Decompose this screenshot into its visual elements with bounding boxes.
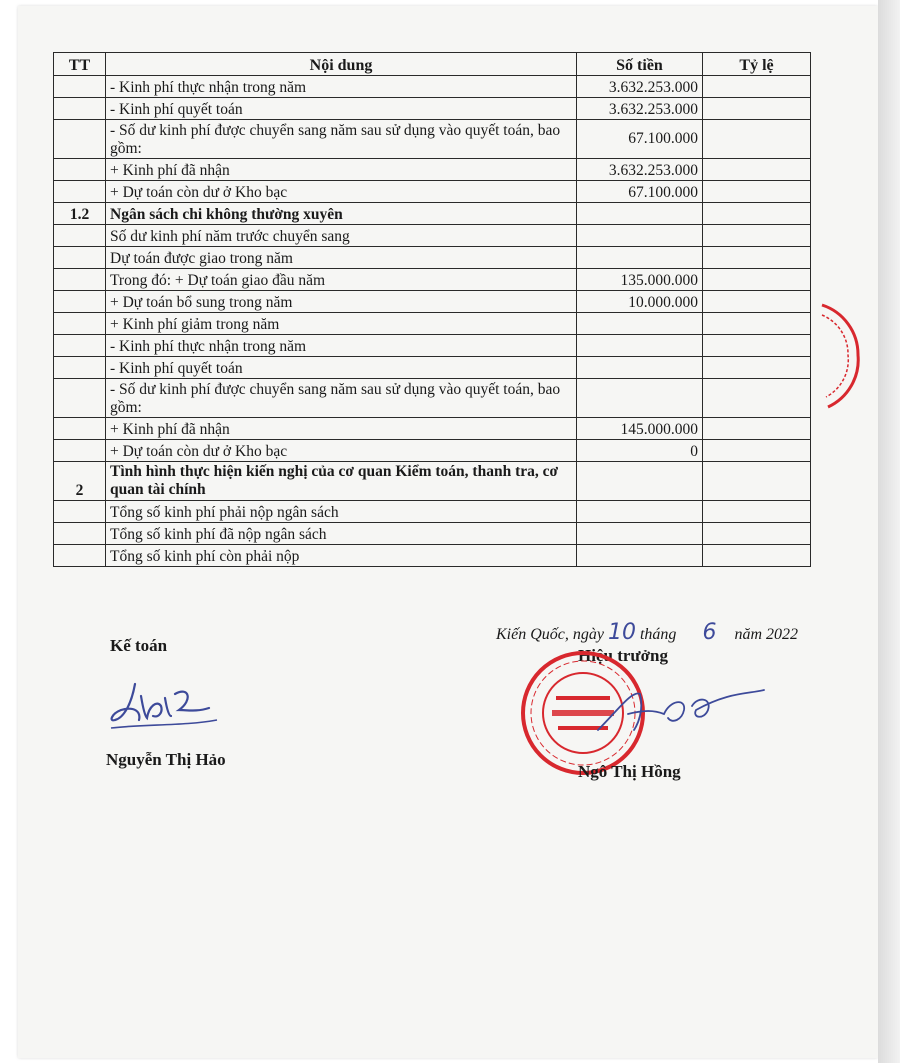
row-ratio [703, 545, 811, 567]
row-tt [54, 291, 106, 313]
row-amount: 3.632.253.000 [577, 98, 703, 120]
row-tt [54, 76, 106, 98]
row-amount [577, 247, 703, 269]
row-amount [577, 501, 703, 523]
row-amount [577, 462, 703, 501]
accountant-signature-image [105, 676, 225, 736]
report-table [53, 52, 811, 567]
row-amount: 67.100.000 [577, 120, 703, 159]
table-row [54, 357, 811, 379]
row-content: + Dự toán bổ sung trong năm [106, 291, 577, 313]
row-content: - Số dư kinh phí được chuyển sang năm sau sử dụng vào quyết toán, bao gồm: [106, 379, 577, 418]
row-ratio [703, 225, 811, 247]
row-content: Tổng số kinh phí đã nộp ngân sách [106, 523, 577, 545]
table-row [54, 269, 811, 291]
row-ratio [703, 501, 811, 523]
row-content: Tình hình thực hiện kiến nghị của cơ quan Kiểm toán, thanh tra, cơ quan tài chính [106, 462, 577, 501]
table-header-row [54, 53, 811, 76]
row-content: + Dự toán còn dư ở Kho bạc [106, 440, 577, 462]
partial-stamp-image [818, 295, 878, 415]
row-amount: 135.000.000 [577, 269, 703, 291]
row-ratio [703, 291, 811, 313]
table-row [54, 462, 811, 501]
table-row [54, 523, 811, 545]
row-content: - Số dư kinh phí được chuyển sang năm sau sử dụng vào quyết toán, bao gồm: [106, 120, 577, 159]
row-tt [54, 523, 106, 545]
page-edge-shadow [878, 0, 900, 1063]
row-tt [54, 357, 106, 379]
table-row [54, 203, 811, 225]
table-row [54, 225, 811, 247]
principal-title: Hiệu trưởng [578, 646, 668, 665]
row-ratio [703, 313, 811, 335]
row-ratio [703, 440, 811, 462]
row-tt [54, 225, 106, 247]
row-ratio [703, 120, 811, 159]
row-tt [54, 120, 106, 159]
date-month-label: tháng [639, 626, 677, 643]
table-row [54, 313, 811, 335]
row-ratio [703, 357, 811, 379]
row-ratio [703, 523, 811, 545]
row-ratio [703, 335, 811, 357]
row-tt [54, 335, 106, 357]
row-ratio [703, 181, 811, 203]
table-row [54, 379, 811, 418]
row-tt [54, 181, 106, 203]
principal-name: Ngô Thị Hồng [578, 762, 681, 781]
date-line [496, 620, 798, 645]
row-ratio [703, 76, 811, 98]
row-tt [54, 440, 106, 462]
row-tt [54, 501, 106, 523]
row-tt [54, 269, 106, 291]
table-row [54, 247, 811, 269]
row-ratio [703, 418, 811, 440]
row-content: + Kinh phí đã nhận [106, 159, 577, 181]
row-content: + Kinh phí giảm trong năm [106, 313, 577, 335]
table-row [54, 335, 811, 357]
row-amount: 0 [577, 440, 703, 462]
row-content: Tổng số kinh phí còn phải nộp [106, 545, 577, 567]
row-tt: 1.2 [54, 203, 106, 225]
table-row [54, 120, 811, 159]
row-tt: 2 [54, 462, 106, 501]
table-row [54, 440, 811, 462]
row-amount: 67.100.000 [577, 181, 703, 203]
row-tt [54, 98, 106, 120]
row-ratio [703, 159, 811, 181]
row-content: Ngân sách chi không thường xuyên [106, 203, 577, 225]
row-content: - Kinh phí quyết toán [106, 98, 577, 120]
row-amount [577, 313, 703, 335]
row-content: + Kinh phí đã nhận [106, 418, 577, 440]
row-ratio [703, 203, 811, 225]
row-amount [577, 203, 703, 225]
row-amount: 10.000.000 [577, 291, 703, 313]
row-amount: 3.632.253.000 [577, 159, 703, 181]
header-tt: TT [54, 53, 106, 76]
date-month: 6 [702, 620, 717, 645]
row-tt [54, 379, 106, 418]
row-amount [577, 545, 703, 567]
row-tt [54, 313, 106, 335]
row-tt [54, 418, 106, 440]
header-amount: Số tiền [577, 53, 703, 76]
table-row [54, 76, 811, 98]
row-amount [577, 357, 703, 379]
date-year: năm 2022 [734, 626, 798, 643]
row-ratio [703, 269, 811, 291]
row-content: - Kinh phí quyết toán [106, 357, 577, 379]
row-ratio [703, 379, 811, 418]
table-row [54, 545, 811, 567]
row-amount: 145.000.000 [577, 418, 703, 440]
row-content: Dự toán được giao trong năm [106, 247, 577, 269]
principal-signature-image [588, 680, 768, 740]
row-amount [577, 335, 703, 357]
row-amount [577, 225, 703, 247]
row-tt [54, 247, 106, 269]
header-content: Nội dung [106, 53, 577, 76]
header-ratio: Tỷ lệ [703, 53, 811, 76]
row-tt [54, 159, 106, 181]
row-amount [577, 379, 703, 418]
row-ratio [703, 247, 811, 269]
row-content: Số dư kinh phí năm trước chuyển sang [106, 225, 577, 247]
date-day: 10 [607, 620, 636, 645]
accountant-name: Nguyễn Thị Hảo [106, 750, 226, 769]
row-tt [54, 545, 106, 567]
row-ratio [703, 98, 811, 120]
row-content: - Kinh phí thực nhận trong năm [106, 76, 577, 98]
accountant-title: Kế toán [110, 636, 168, 655]
date-prefix: Kiến Quốc, ngày [496, 626, 604, 643]
row-amount: 3.632.253.000 [577, 76, 703, 98]
table-row [54, 159, 811, 181]
row-content: Trong đó: + Dự toán giao đầu năm [106, 269, 577, 291]
table-row [54, 418, 811, 440]
row-amount [577, 523, 703, 545]
table-row [54, 501, 811, 523]
row-ratio [703, 462, 811, 501]
table-row [54, 98, 811, 120]
row-content: Tổng số kinh phí phải nộp ngân sách [106, 501, 577, 523]
row-content: + Dự toán còn dư ở Kho bạc [106, 181, 577, 203]
table-row [54, 291, 811, 313]
table-row [54, 181, 811, 203]
row-content: - Kinh phí thực nhận trong năm [106, 335, 577, 357]
